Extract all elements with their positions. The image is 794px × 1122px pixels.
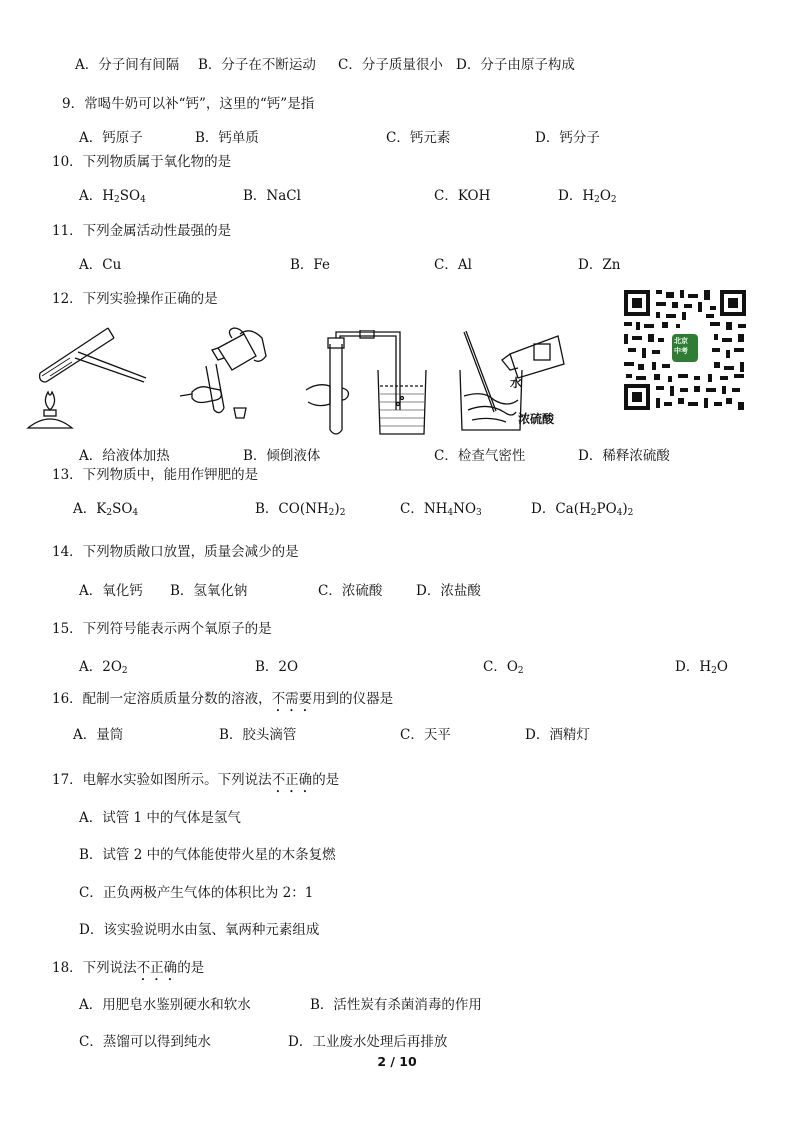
acid-label: 浓硫酸 <box>518 412 555 426</box>
q11-option-d: D．Zn <box>578 257 621 273</box>
q11-stem: 11．下列金属活动性最强的是 <box>52 223 232 239</box>
qr-logo-text-2: 中考 <box>674 347 688 355</box>
q13-option-b: B．$CO(NH_2)_2$ <box>255 501 346 518</box>
q10-option-c: C．KOH <box>434 188 491 204</box>
q11-option-a: A．Cu <box>79 257 122 273</box>
q9-option-c: C．钙元素 <box>386 130 451 146</box>
q10-option-a: A．$H_2SO_4$ <box>79 188 146 205</box>
q18-option-b: B．活性炭有杀菌消毒的作用 <box>310 997 482 1013</box>
q13-stem: 13．下列物质中，能用作钾肥的是 <box>52 467 259 483</box>
q16-option-b: B．胶头滴管 <box>219 727 297 743</box>
q13-option-a: A．$K_2SO_4$ <box>73 501 139 518</box>
q15-stem: 15．下列符号能表示两个氧原子的是 <box>52 621 272 637</box>
q15-option-b: B．2O <box>255 659 299 675</box>
q14-option-c: C．浓硫酸 <box>318 583 383 599</box>
q8-option-d: D．分子由原子构成 <box>456 57 575 73</box>
water-label: 水 <box>510 376 523 390</box>
q11-option-c: C．Al <box>434 257 472 273</box>
q11-option-b: B．Fe <box>290 257 331 273</box>
q14-stem: 14．下列物质敞口放置，质量会减少的是 <box>52 544 299 560</box>
q9-option-b: B．钙单质 <box>195 130 259 146</box>
pouring-liquid-figure <box>170 320 280 438</box>
q18-option-c: C．蒸馏可以得到纯水 <box>79 1034 211 1050</box>
q13-option-c: C．$NH_4NO_3$ <box>400 501 482 518</box>
q14-option-b: B．氢氧化钠 <box>170 583 248 599</box>
q17-option-d: D．该实验说明水由氢、氧两种元素组成 <box>79 922 320 938</box>
q15-option-c: C．$O_2$ <box>483 659 524 676</box>
heating-liquid-figure <box>20 318 150 436</box>
q12-option-c: C．检查气密性 <box>434 448 526 464</box>
q16-stem: 16．配制一定溶质质量分数的溶液，不需要用到的仪器是 <box>52 691 394 707</box>
q18-stem: 18．下列说法不正确的是 <box>52 960 205 976</box>
q15-option-a: A．$2O_2$ <box>79 659 128 676</box>
q13-option-d: D．$Ca(H_2PO_4)_2$ <box>531 501 634 518</box>
q16-option-d: D．酒精灯 <box>525 727 590 743</box>
q14-option-a: A．氧化钙 <box>79 583 143 599</box>
page-number: 2 / 10 <box>377 1054 417 1069</box>
q14-option-d: D．浓盐酸 <box>416 583 481 599</box>
q18-option-a: A．用肥皂水鉴别硬水和软水 <box>79 997 251 1013</box>
q10-option-b: B．NaCl <box>243 188 301 204</box>
q16-option-c: C．天平 <box>400 727 451 743</box>
q17-option-c: C．正负两极产生气体的体积比为 2：1 <box>79 885 314 901</box>
q8-option-a: A．分子间有间隔 <box>75 57 180 73</box>
q15-option-d: D．$H_2O$ <box>675 659 728 676</box>
q10-stem: 10．下列物质属于氧化物的是 <box>52 154 232 170</box>
q8-option-c: C．分子质量很小 <box>338 57 443 73</box>
q17-option-b: B．试管 2 中的气体能使带火星的木条复燃 <box>79 847 336 863</box>
q17-option-a: A．试管 1 中的气体是氢气 <box>79 810 241 826</box>
q8-option-b: B．分子在不断运动 <box>198 57 316 73</box>
airtightness-figure <box>300 330 430 440</box>
qr-logo-text-1: 北京 <box>674 337 688 345</box>
q12-option-a: A．给液体加热 <box>79 448 170 464</box>
q12-option-d: D．稀释浓硫酸 <box>578 448 670 464</box>
q12-stem: 12．下列实验操作正确的是 <box>52 291 218 307</box>
q17-stem: 17．电解水实验如图所示。下列说法不正确的是 <box>52 772 340 788</box>
q18-option-d: D．工业废水处理后再排放 <box>288 1034 448 1050</box>
q10-option-d: D．$H_2O_2$ <box>558 188 617 205</box>
q9-option-a: A．钙原子 <box>79 130 143 146</box>
q16-option-a: A．量筒 <box>73 727 124 743</box>
q9-stem: 9．常喝牛奶可以补“钙”，这里的“钙”是指 <box>62 96 315 112</box>
q12-option-b: B．倾倒液体 <box>243 448 321 464</box>
q9-option-d: D．钙分子 <box>535 130 600 146</box>
